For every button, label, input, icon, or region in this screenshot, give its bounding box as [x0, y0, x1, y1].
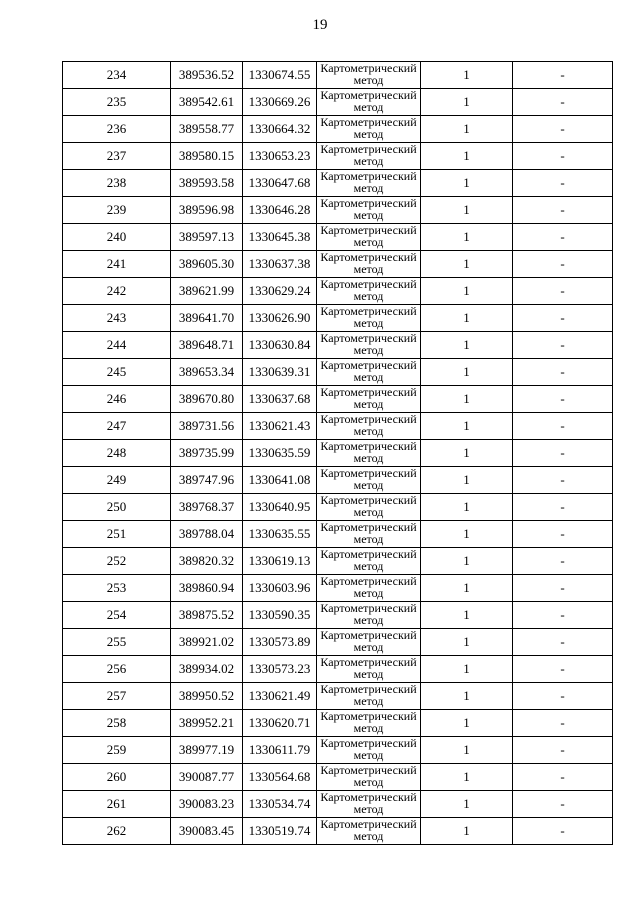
point-number-cell: 251: [63, 521, 171, 548]
method-text-line-1: Картометрический: [320, 304, 417, 318]
note-cell: -: [513, 170, 613, 197]
point-number-cell: 255: [63, 629, 171, 656]
y-coordinate-cell: 1330621.43: [243, 413, 317, 440]
y-coordinate-cell: 1330611.79: [243, 737, 317, 764]
x-coordinate-cell: 389952.21: [171, 710, 243, 737]
method-text-line-1: Картометрический: [320, 385, 417, 399]
method-text-line-1: Картометрический: [320, 439, 417, 453]
method-text-line-2: метод: [353, 505, 384, 519]
method-cell: [317, 737, 421, 764]
x-coordinate-cell: 389875.52: [171, 602, 243, 629]
method-cell: [317, 224, 421, 251]
x-coordinate-cell: 389788.04: [171, 521, 243, 548]
value-cell: 1: [421, 764, 513, 791]
method-text-line-1: Картометрический: [320, 466, 417, 480]
x-coordinate-cell: 389542.61: [171, 89, 243, 116]
value-cell: 1: [421, 170, 513, 197]
x-coordinate-cell: 389820.32: [171, 548, 243, 575]
point-number-cell: 258: [63, 710, 171, 737]
y-coordinate-cell: 1330564.68: [243, 764, 317, 791]
note-cell: -: [513, 629, 613, 656]
x-coordinate-cell: 389597.13: [171, 224, 243, 251]
y-coordinate-cell: 1330534.74: [243, 791, 317, 818]
method-text-line-1: Картометрический: [320, 709, 417, 723]
y-coordinate-cell: 1330519.74: [243, 818, 317, 845]
method-text-line-2: метод: [353, 586, 384, 600]
method-cell: [317, 89, 421, 116]
method-text-line-2: метод: [353, 343, 384, 357]
point-number-cell: 234: [63, 62, 171, 89]
method-text-line-1: Картометрический: [320, 142, 417, 156]
point-number-cell: 241: [63, 251, 171, 278]
table-row: [63, 521, 613, 548]
table-row: [63, 656, 613, 683]
method-cell: [317, 602, 421, 629]
method-text-line-1: Картометрический: [320, 655, 417, 669]
point-number-cell: 237: [63, 143, 171, 170]
method-cell: [317, 359, 421, 386]
value-cell: 1: [421, 494, 513, 521]
point-number-cell: 250: [63, 494, 171, 521]
method-text-line-2: метод: [353, 802, 384, 816]
y-coordinate-cell: 1330664.32: [243, 116, 317, 143]
point-number-cell: 245: [63, 359, 171, 386]
y-coordinate-cell: 1330590.35: [243, 602, 317, 629]
method-text-line-2: метод: [353, 667, 384, 681]
x-coordinate-cell: 389653.34: [171, 359, 243, 386]
method-cell: [317, 332, 421, 359]
value-cell: 1: [421, 629, 513, 656]
method-text-line-2: метод: [353, 532, 384, 546]
table-row: [63, 575, 613, 602]
table-row: [63, 305, 613, 332]
x-coordinate-cell: 389731.56: [171, 413, 243, 440]
value-cell: 1: [421, 143, 513, 170]
table-row: [63, 89, 613, 116]
method-cell: [317, 197, 421, 224]
value-cell: 1: [421, 710, 513, 737]
y-coordinate-cell: 1330619.13: [243, 548, 317, 575]
method-text-line-2: метод: [353, 748, 384, 762]
method-cell: [317, 548, 421, 575]
note-cell: -: [513, 224, 613, 251]
value-cell: 1: [421, 683, 513, 710]
method-cell: [317, 467, 421, 494]
point-number-cell: 239: [63, 197, 171, 224]
value-cell: 1: [421, 62, 513, 89]
table-row: [63, 197, 613, 224]
method-text-line-1: Картометрический: [320, 61, 417, 75]
x-coordinate-cell: 389593.58: [171, 170, 243, 197]
method-text-line-1: Картометрический: [320, 115, 417, 129]
method-text-line-1: Картометрический: [320, 682, 417, 696]
method-text-line-1: Картометрический: [320, 736, 417, 750]
point-number-cell: 242: [63, 278, 171, 305]
method-text-line-2: метод: [353, 370, 384, 384]
method-cell: [317, 251, 421, 278]
point-number-cell: 240: [63, 224, 171, 251]
x-coordinate-cell: 389735.99: [171, 440, 243, 467]
value-cell: 1: [421, 791, 513, 818]
table-row: [63, 791, 613, 818]
method-cell: [317, 818, 421, 845]
table-row: [63, 710, 613, 737]
method-text-line-2: метод: [353, 73, 384, 87]
method-cell: [317, 278, 421, 305]
table-body: [63, 62, 613, 845]
x-coordinate-cell: 390087.77: [171, 764, 243, 791]
point-number-cell: 249: [63, 467, 171, 494]
page-number: 19: [312, 17, 328, 33]
x-coordinate-cell: 390083.23: [171, 791, 243, 818]
point-number-cell: 238: [63, 170, 171, 197]
point-number-cell: 252: [63, 548, 171, 575]
value-cell: 1: [421, 332, 513, 359]
method-text-line-2: метод: [353, 127, 384, 141]
note-cell: -: [513, 62, 613, 89]
method-text-line-1: Картометрический: [320, 520, 417, 534]
point-number-cell: 236: [63, 116, 171, 143]
value-cell: 1: [421, 89, 513, 116]
method-cell: [317, 440, 421, 467]
note-cell: -: [513, 359, 613, 386]
note-cell: -: [513, 764, 613, 791]
method-cell: [317, 170, 421, 197]
note-cell: -: [513, 413, 613, 440]
method-text-line-1: Картометрический: [320, 88, 417, 102]
x-coordinate-cell: 389977.19: [171, 737, 243, 764]
x-coordinate-cell: 389860.94: [171, 575, 243, 602]
y-coordinate-cell: 1330645.38: [243, 224, 317, 251]
point-number-cell: 254: [63, 602, 171, 629]
method-cell: [317, 656, 421, 683]
point-number-cell: 256: [63, 656, 171, 683]
note-cell: -: [513, 737, 613, 764]
value-cell: 1: [421, 440, 513, 467]
note-cell: -: [513, 386, 613, 413]
method-text-line-2: метод: [353, 721, 384, 735]
method-cell: [317, 305, 421, 332]
y-coordinate-cell: 1330630.84: [243, 332, 317, 359]
y-coordinate-cell: 1330635.59: [243, 440, 317, 467]
note-cell: -: [513, 494, 613, 521]
method-text-line-2: метод: [353, 181, 384, 195]
x-coordinate-cell: 389621.99: [171, 278, 243, 305]
note-cell: -: [513, 602, 613, 629]
note-cell: -: [513, 116, 613, 143]
point-number-cell: 262: [63, 818, 171, 845]
point-number-cell: 247: [63, 413, 171, 440]
method-text-line-2: метод: [353, 613, 384, 627]
y-coordinate-cell: 1330637.68: [243, 386, 317, 413]
method-cell: [317, 62, 421, 89]
method-text-line-1: Картометрический: [320, 250, 417, 264]
y-coordinate-cell: 1330637.38: [243, 251, 317, 278]
method-text-line-1: Картометрический: [320, 574, 417, 588]
method-cell: [317, 710, 421, 737]
method-cell: [317, 413, 421, 440]
note-cell: -: [513, 305, 613, 332]
x-coordinate-cell: 389558.77: [171, 116, 243, 143]
value-cell: 1: [421, 278, 513, 305]
table-row: [63, 548, 613, 575]
table-row: [63, 332, 613, 359]
x-coordinate-cell: 389580.15: [171, 143, 243, 170]
table-row: [63, 62, 613, 89]
method-text-line-2: метод: [353, 316, 384, 330]
point-number-cell: 246: [63, 386, 171, 413]
method-text-line-2: метод: [353, 100, 384, 114]
x-coordinate-cell: 389747.96: [171, 467, 243, 494]
x-coordinate-cell: 389536.52: [171, 62, 243, 89]
y-coordinate-cell: 1330669.26: [243, 89, 317, 116]
point-number-cell: 260: [63, 764, 171, 791]
table-row: [63, 602, 613, 629]
x-coordinate-cell: 389670.80: [171, 386, 243, 413]
method-text-line-2: метод: [353, 289, 384, 303]
point-number-cell: 257: [63, 683, 171, 710]
method-text-line-1: Картометрический: [320, 196, 417, 210]
value-cell: 1: [421, 656, 513, 683]
value-cell: 1: [421, 224, 513, 251]
y-coordinate-cell: 1330646.28: [243, 197, 317, 224]
method-cell: [317, 764, 421, 791]
note-cell: -: [513, 656, 613, 683]
table-row: [63, 386, 613, 413]
method-cell: [317, 143, 421, 170]
note-cell: -: [513, 332, 613, 359]
coordinates-table: [62, 61, 613, 845]
x-coordinate-cell: 389950.52: [171, 683, 243, 710]
point-number-cell: 235: [63, 89, 171, 116]
x-coordinate-cell: 389596.98: [171, 197, 243, 224]
table-row: [63, 251, 613, 278]
value-cell: 1: [421, 413, 513, 440]
point-number-cell: 253: [63, 575, 171, 602]
note-cell: -: [513, 710, 613, 737]
note-cell: -: [513, 467, 613, 494]
y-coordinate-cell: 1330620.71: [243, 710, 317, 737]
method-cell: [317, 521, 421, 548]
method-cell: [317, 683, 421, 710]
point-number-cell: 244: [63, 332, 171, 359]
method-text-line-2: метод: [353, 262, 384, 276]
x-coordinate-cell: 389648.71: [171, 332, 243, 359]
x-coordinate-cell: 389605.30: [171, 251, 243, 278]
x-coordinate-cell: 389768.37: [171, 494, 243, 521]
method-cell: [317, 116, 421, 143]
table-row: [63, 737, 613, 764]
table-row: [63, 143, 613, 170]
y-coordinate-cell: 1330647.68: [243, 170, 317, 197]
method-text-line-1: Картометрический: [320, 763, 417, 777]
method-text-line-1: Картометрический: [320, 412, 417, 426]
value-cell: 1: [421, 305, 513, 332]
note-cell: -: [513, 278, 613, 305]
y-coordinate-cell: 1330629.24: [243, 278, 317, 305]
table-row: [63, 764, 613, 791]
y-coordinate-cell: 1330639.31: [243, 359, 317, 386]
point-number-cell: 261: [63, 791, 171, 818]
value-cell: 1: [421, 818, 513, 845]
table-row: [63, 116, 613, 143]
method-text-line-2: метод: [353, 640, 384, 654]
y-coordinate-cell: 1330653.23: [243, 143, 317, 170]
y-coordinate-cell: 1330573.89: [243, 629, 317, 656]
table-row: [63, 278, 613, 305]
note-cell: -: [513, 89, 613, 116]
method-text-line-1: Картометрический: [320, 331, 417, 345]
method-cell: [317, 575, 421, 602]
table-row: [63, 170, 613, 197]
y-coordinate-cell: 1330635.55: [243, 521, 317, 548]
y-coordinate-cell: 1330621.49: [243, 683, 317, 710]
value-cell: 1: [421, 197, 513, 224]
note-cell: -: [513, 143, 613, 170]
y-coordinate-cell: 1330603.96: [243, 575, 317, 602]
note-cell: -: [513, 791, 613, 818]
table-row: [63, 440, 613, 467]
method-text-line-2: метод: [353, 235, 384, 249]
table-row: [63, 494, 613, 521]
note-cell: -: [513, 683, 613, 710]
value-cell: 1: [421, 251, 513, 278]
y-coordinate-cell: 1330573.23: [243, 656, 317, 683]
method-text-line-1: Картометрический: [320, 817, 417, 831]
y-coordinate-cell: 1330674.55: [243, 62, 317, 89]
method-text-line-1: Картометрический: [320, 493, 417, 507]
x-coordinate-cell: 389641.70: [171, 305, 243, 332]
note-cell: -: [513, 197, 613, 224]
method-cell: [317, 494, 421, 521]
method-text-line-2: метод: [353, 478, 384, 492]
y-coordinate-cell: 1330640.95: [243, 494, 317, 521]
table-row: [63, 359, 613, 386]
table-row: [63, 683, 613, 710]
value-cell: 1: [421, 359, 513, 386]
method-text-line-1: Картометрический: [320, 628, 417, 642]
point-number-cell: 243: [63, 305, 171, 332]
method-text-line-2: метод: [353, 559, 384, 573]
method-text-line-2: метод: [353, 154, 384, 168]
method-text-line-2: метод: [353, 208, 384, 222]
value-cell: 1: [421, 737, 513, 764]
x-coordinate-cell: 390083.45: [171, 818, 243, 845]
method-text-line-1: Картометрический: [320, 547, 417, 561]
method-cell: [317, 791, 421, 818]
table-row: [63, 629, 613, 656]
point-number-cell: 248: [63, 440, 171, 467]
value-cell: 1: [421, 467, 513, 494]
method-text-line-2: метод: [353, 775, 384, 789]
value-cell: 1: [421, 116, 513, 143]
note-cell: -: [513, 440, 613, 467]
value-cell: 1: [421, 386, 513, 413]
note-cell: -: [513, 575, 613, 602]
method-text-line-1: Картометрический: [320, 223, 417, 237]
table-row: [63, 818, 613, 845]
method-text-line-1: Картометрический: [320, 169, 417, 183]
method-text-line-2: метод: [353, 424, 384, 438]
value-cell: 1: [421, 548, 513, 575]
method-text-line-2: метод: [353, 451, 384, 465]
method-text-line-1: Картометрический: [320, 277, 417, 291]
table-row: [63, 224, 613, 251]
value-cell: 1: [421, 575, 513, 602]
table-row: [63, 467, 613, 494]
method-text-line-1: Картометрический: [320, 601, 417, 615]
method-cell: [317, 386, 421, 413]
table-row: [63, 413, 613, 440]
method-text-line-2: метод: [353, 397, 384, 411]
y-coordinate-cell: 1330641.08: [243, 467, 317, 494]
x-coordinate-cell: 389934.02: [171, 656, 243, 683]
note-cell: -: [513, 548, 613, 575]
note-cell: -: [513, 818, 613, 845]
value-cell: 1: [421, 521, 513, 548]
value-cell: 1: [421, 602, 513, 629]
method-text-line-2: метод: [353, 694, 384, 708]
method-cell: [317, 629, 421, 656]
y-coordinate-cell: 1330626.90: [243, 305, 317, 332]
point-number-cell: 259: [63, 737, 171, 764]
note-cell: -: [513, 251, 613, 278]
note-cell: -: [513, 521, 613, 548]
method-text-line-1: Картометрический: [320, 790, 417, 804]
x-coordinate-cell: 389921.02: [171, 629, 243, 656]
method-text-line-2: метод: [353, 829, 384, 843]
method-text-line-1: Картометрический: [320, 358, 417, 372]
